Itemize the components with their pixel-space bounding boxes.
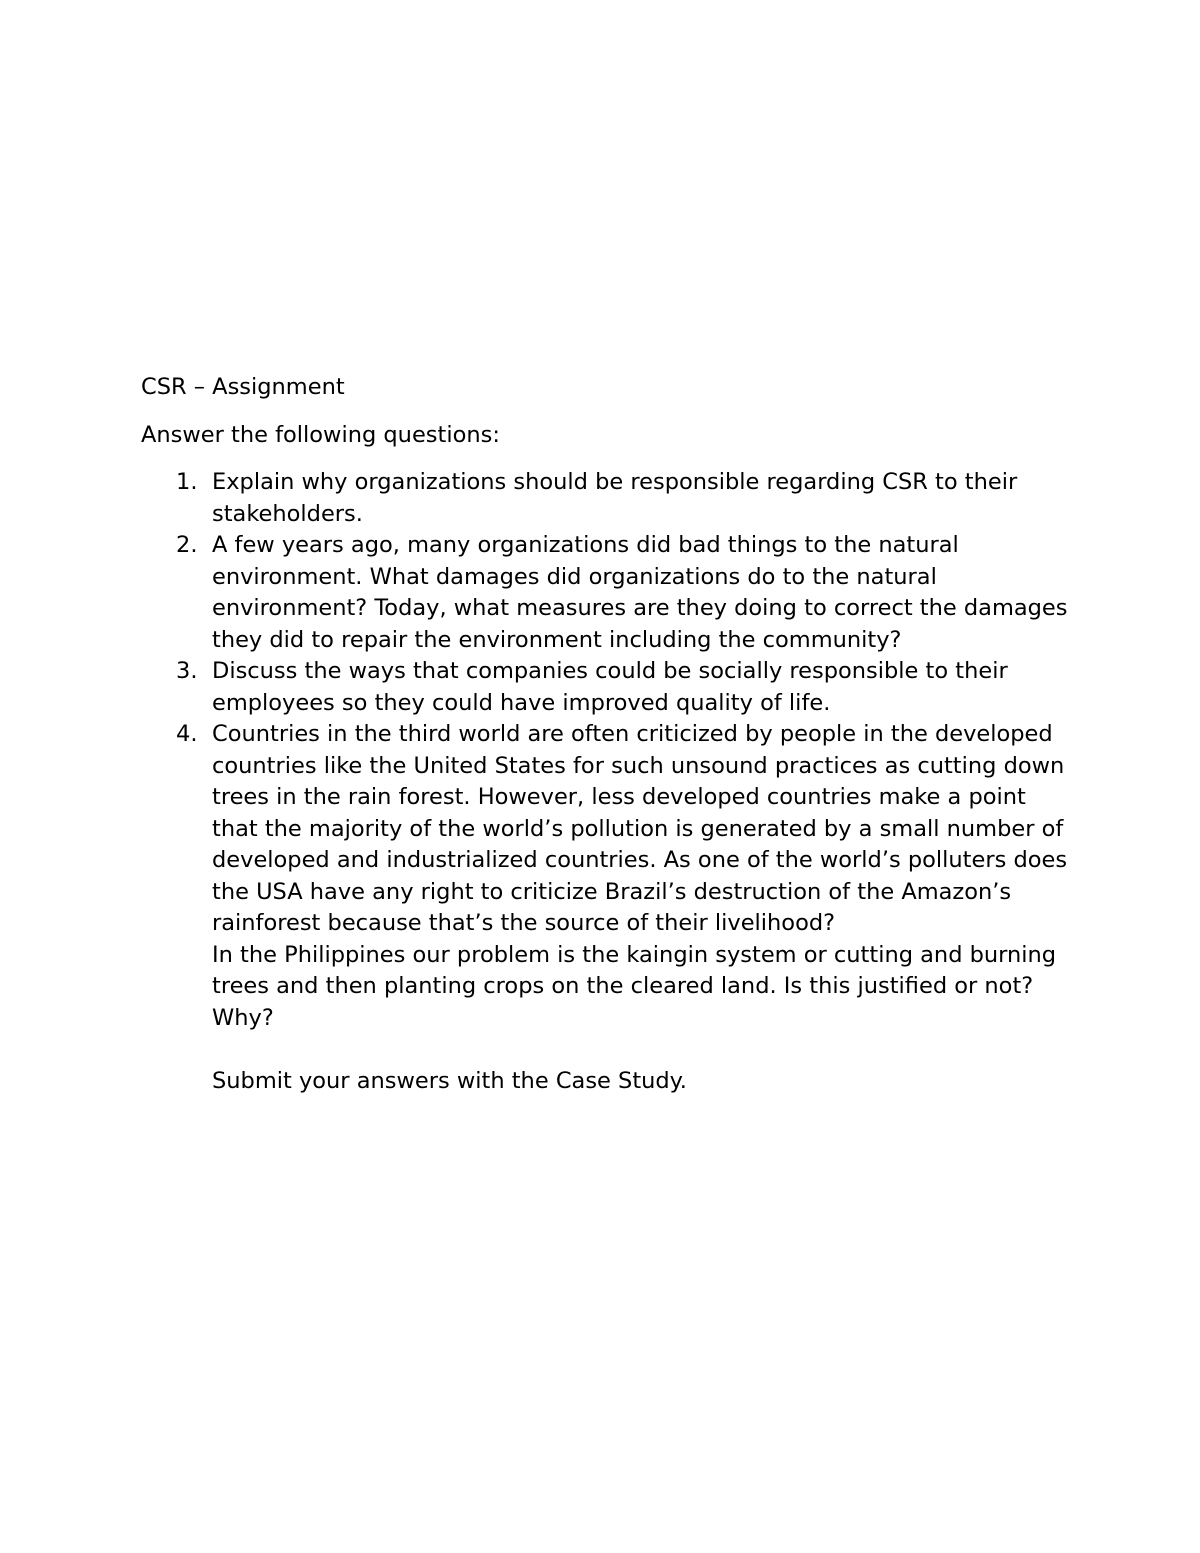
question-number: 4. bbox=[176, 721, 198, 747]
document-title: CSR – Assignment bbox=[141, 374, 345, 400]
question-followup-text: In the Philippines our problem is the kaingin system or cutting and burning trees and then planting crops on the cleared land. Is this justified or not? Why? bbox=[212, 941, 1057, 1031]
question-item-1 bbox=[141, 467, 1071, 530]
document-body bbox=[141, 372, 1071, 1097]
question-text: Countries in the third world are often criticized by people in the developed countries like the United States for such unsound practices as cutting down trees in the rain forest. However, less developed countries make a point that the majority of the world’s pollution is generated by a small number of developed and industrialized countries. As one of the world’s polluters does the USA have any right to criticize Brazil’s destruction of the Amazon’s rainforest because that’s the source of their livelihood? bbox=[212, 721, 1068, 936]
question-item-2 bbox=[141, 530, 1071, 656]
instructions-text: Answer the following questions: bbox=[141, 421, 500, 448]
question-number: 2. bbox=[176, 532, 198, 558]
questions-list bbox=[141, 467, 1071, 1097]
question-text: Discuss the ways that companies could be socially responsible to their employees so they could have improved quality of life. bbox=[212, 658, 1008, 716]
question-number: 3. bbox=[176, 658, 198, 684]
question-text: Explain why organizations should be responsible regarding CSR to their stakeholders. bbox=[212, 469, 1018, 527]
question-number: 1. bbox=[176, 469, 198, 495]
question-item-3 bbox=[141, 656, 1071, 719]
submission-instruction: Submit your answers with the Case Study. bbox=[212, 1067, 687, 1094]
question-text: A few years ago, many organizations did bad things to the natural environment. What damages did organizations do to the natural environment? Today, what measures are they doing to correct the damages they did to repair the environment including the community? bbox=[212, 532, 1068, 653]
question-item-4 bbox=[141, 719, 1071, 1097]
